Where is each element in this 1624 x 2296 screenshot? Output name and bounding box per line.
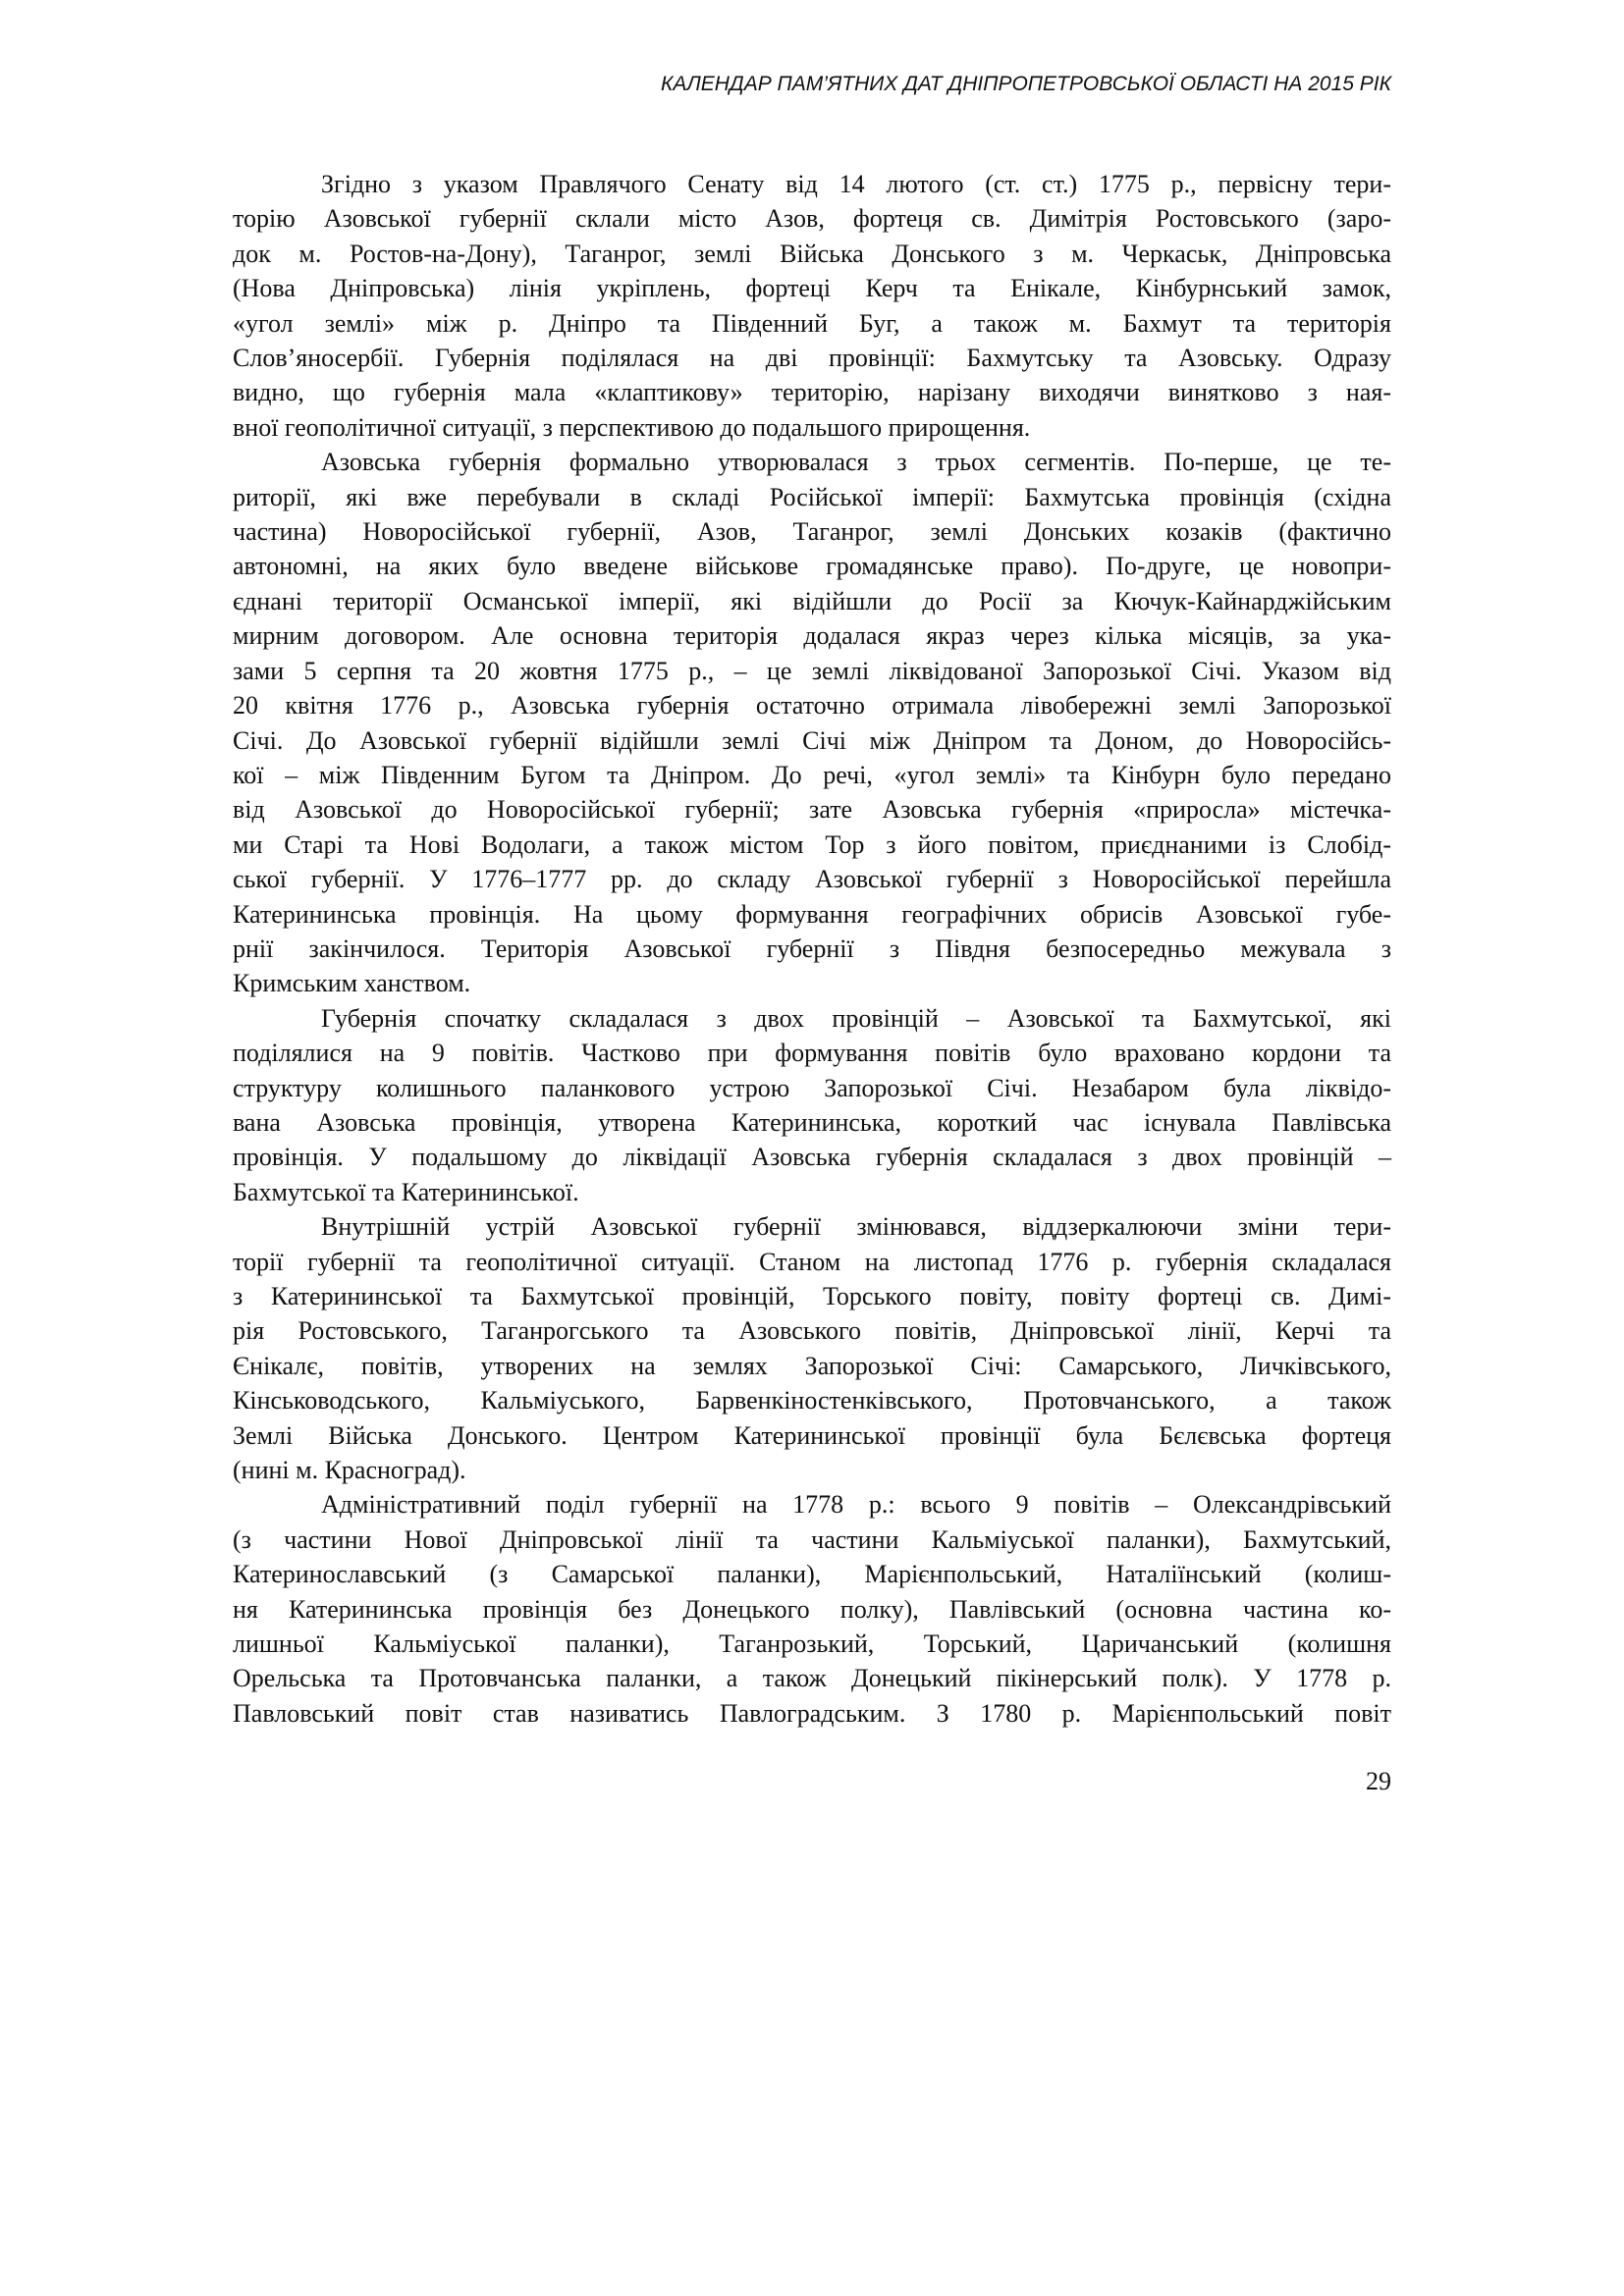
- paragraph: [233, 1001, 1391, 1209]
- text-line: 20 квітня 1776 р., Азовська губернія остаточно отримала лівобережні землі Запорозької: [233, 691, 1391, 721]
- paragraph: [233, 167, 1391, 445]
- text-line: торії губернії та геополітичної ситуації. Станом на листопад 1776 р. губернія складалася: [233, 1247, 1391, 1276]
- paragraph: [233, 1209, 1391, 1487]
- text-line: Згідно з указом Правлячого Сенату від 14 лютого (ст. ст.) 1775 р., первісну тери-: [321, 170, 1391, 198]
- text-line: рія Ростовського, Таганрогського та Азовського повітів, Дніпровської лінії, Керчі та: [233, 1316, 1391, 1346]
- text-line: ської губернії. У 1776–1777 рр. до складу Азовської губернії з Новоросійської перейшла: [233, 865, 1391, 894]
- text-line: Єнікалє, повітів, утворених на землях Запорозької Січі: Самарського, Личківського,: [233, 1351, 1391, 1380]
- text-line: мирним договором. Але основна територія додалася якраз через кілька місяців, за ука-: [233, 621, 1391, 651]
- text-line: видно, що губернія мала «клаптикову» територію, нарізану виходячи винятково з ная-: [233, 378, 1391, 407]
- text-line: від Азовської до Новоросійської губернії; зате Азовська губернія «приросла» містечка-: [233, 795, 1391, 825]
- text-line: ми Старі та Нові Водолаги, а також містом Тор з його повітом, приєднаними із Слобід-: [233, 829, 1391, 859]
- text-line: єднані території Османської імперії, які відійшли до Росії за Кючук-Кайнарджійським: [233, 586, 1391, 615]
- text-line: структуру колишнього паланкового устрою Запорозької Січі. Незабаром була ліквідо-: [233, 1073, 1391, 1102]
- text-line: риторії, які вже перебували в складі Російської імперії: Бахмутська провінція (східна: [233, 482, 1391, 511]
- text-line: Слов’яносербії. Губернія поділялася на дві провінції: Бахмутську та Азовську. Одразу: [233, 344, 1391, 373]
- text-line: Губернія спочатку складалася з двох провінцій – Азовської та Бахмутської, які: [321, 1003, 1391, 1033]
- text-line: рнії закінчилося. Територія Азовської губернії з Півдня безпосередньо межувала з: [233, 934, 1391, 963]
- text-line: провінція. У подальшому до ліквідації Азовська губернія складалася з двох провінцій –: [233, 1143, 1391, 1172]
- text-line: частина) Новоросійської губернії, Азов, Таганрог, землі Донських козаків (фактично: [233, 517, 1391, 547]
- running-header: КАЛЕНДАР ПАМ’ЯТНИХ ДАТ ДНІПРОПЕТРОВСЬКОЇ ОБЛАСТІ НА 2015 РІК: [660, 73, 1391, 95]
- text-line: лишньої Кальміуської паланки), Таганрозький, Торський, Царичанський (колишня: [233, 1629, 1391, 1659]
- text-line: Внутрішній устрій Азовської губернії змінювався, віддзеркалюючи зміни тери-: [321, 1212, 1391, 1242]
- text-line: Катеринославський (з Самарської паланки), Марієнпольський, Наталіїнський (колиш-: [233, 1560, 1391, 1589]
- text-line: поділялися на 9 повітів. Частково при формування повітів було враховано кордони та: [233, 1039, 1391, 1068]
- text-line: Катерининська провінція. На цьому формування географічних обрисів Азовської губе-: [233, 899, 1391, 929]
- paragraph: [233, 1487, 1391, 1731]
- text-line: Павловський повіт став називатись Павлоградським. З 1780 р. Марієнпольський повіт: [233, 1698, 1391, 1728]
- text-line: Адміністративний поділ губернії на 1778 р.: всього 9 повітів – Олександрівський: [321, 1490, 1391, 1520]
- text-line: Кінсьководського, Кальміуського, Барвенкіностенківського, Протовчанського, а також: [233, 1386, 1391, 1415]
- text-line: торію Азовської губернії склали місто Азов, фортеця св. Димітрія Ростовського (заро-: [233, 204, 1391, 234]
- text-line: Землі Війська Донського. Центром Катерининської провінції була Бєлєвська фортеця: [233, 1420, 1391, 1450]
- text-line: вної геополітичної ситуації, з перспективою до подальшого прирощення.: [233, 412, 1031, 442]
- text-line: Орельська та Протовчанська паланки, а також Донецький пікінерський полк). У 1778 р.: [233, 1664, 1391, 1693]
- text-line: зами 5 серпня та 20 жовтня 1775 р., – це землі ліквідованої Запорозької Січі. Указом від: [233, 656, 1391, 685]
- text-line: (з частини Нової Дніпровської лінії та частини Кальміуської паланки), Бахмутський,: [233, 1524, 1391, 1554]
- text-line: вана Азовська провінція, утворена Катерининська, короткий час існувала Павлівська: [233, 1107, 1391, 1137]
- text-line: кої – між Південним Бугом та Дніпром. До речі, «угол землі» та Кінбурн було передано: [233, 760, 1391, 789]
- text-line: автономні, на яких було введене військове громадянське право). По-друге, це новопри-: [233, 552, 1391, 581]
- text-line: з Катерининської та Бахмутської провінцій, Торського повіту, повіту фортеці св. Димі-: [233, 1282, 1391, 1310]
- text-line: Бахмутської та Катерининської.: [233, 1177, 579, 1206]
- text-line: Азовська губернія формально утворювалася з трьох сегментів. По-перше, це те-: [321, 448, 1391, 477]
- text-line: ня Катерининська провінція без Донецького полку), Павлівський (основна частина ко-: [233, 1594, 1391, 1624]
- text-line: Кримським ханством.: [233, 969, 471, 998]
- text-line: (Нова Дніпровська) лінія укріплень, фортеці Керч та Енікале, Кінбурнський замок,: [233, 274, 1391, 303]
- text-line: Січі. До Азовської губернії відійшли землі Січі між Дніпром та Доном, до Новоросійсь-: [233, 725, 1391, 755]
- text-line: (нині м. Красноград).: [233, 1456, 466, 1485]
- text-line: док м. Ростов-на-Дону), Таганрог, землі Війська Донського з м. Черкаськ, Дніпровська: [233, 239, 1391, 268]
- article-body: [233, 167, 1391, 1731]
- page-number: 29: [1366, 1767, 1391, 1795]
- paragraph: [233, 445, 1391, 1001]
- text-line: «угол землі» між р. Дніпро та Південний Буг, а також м. Бахмут та територія: [233, 308, 1391, 338]
